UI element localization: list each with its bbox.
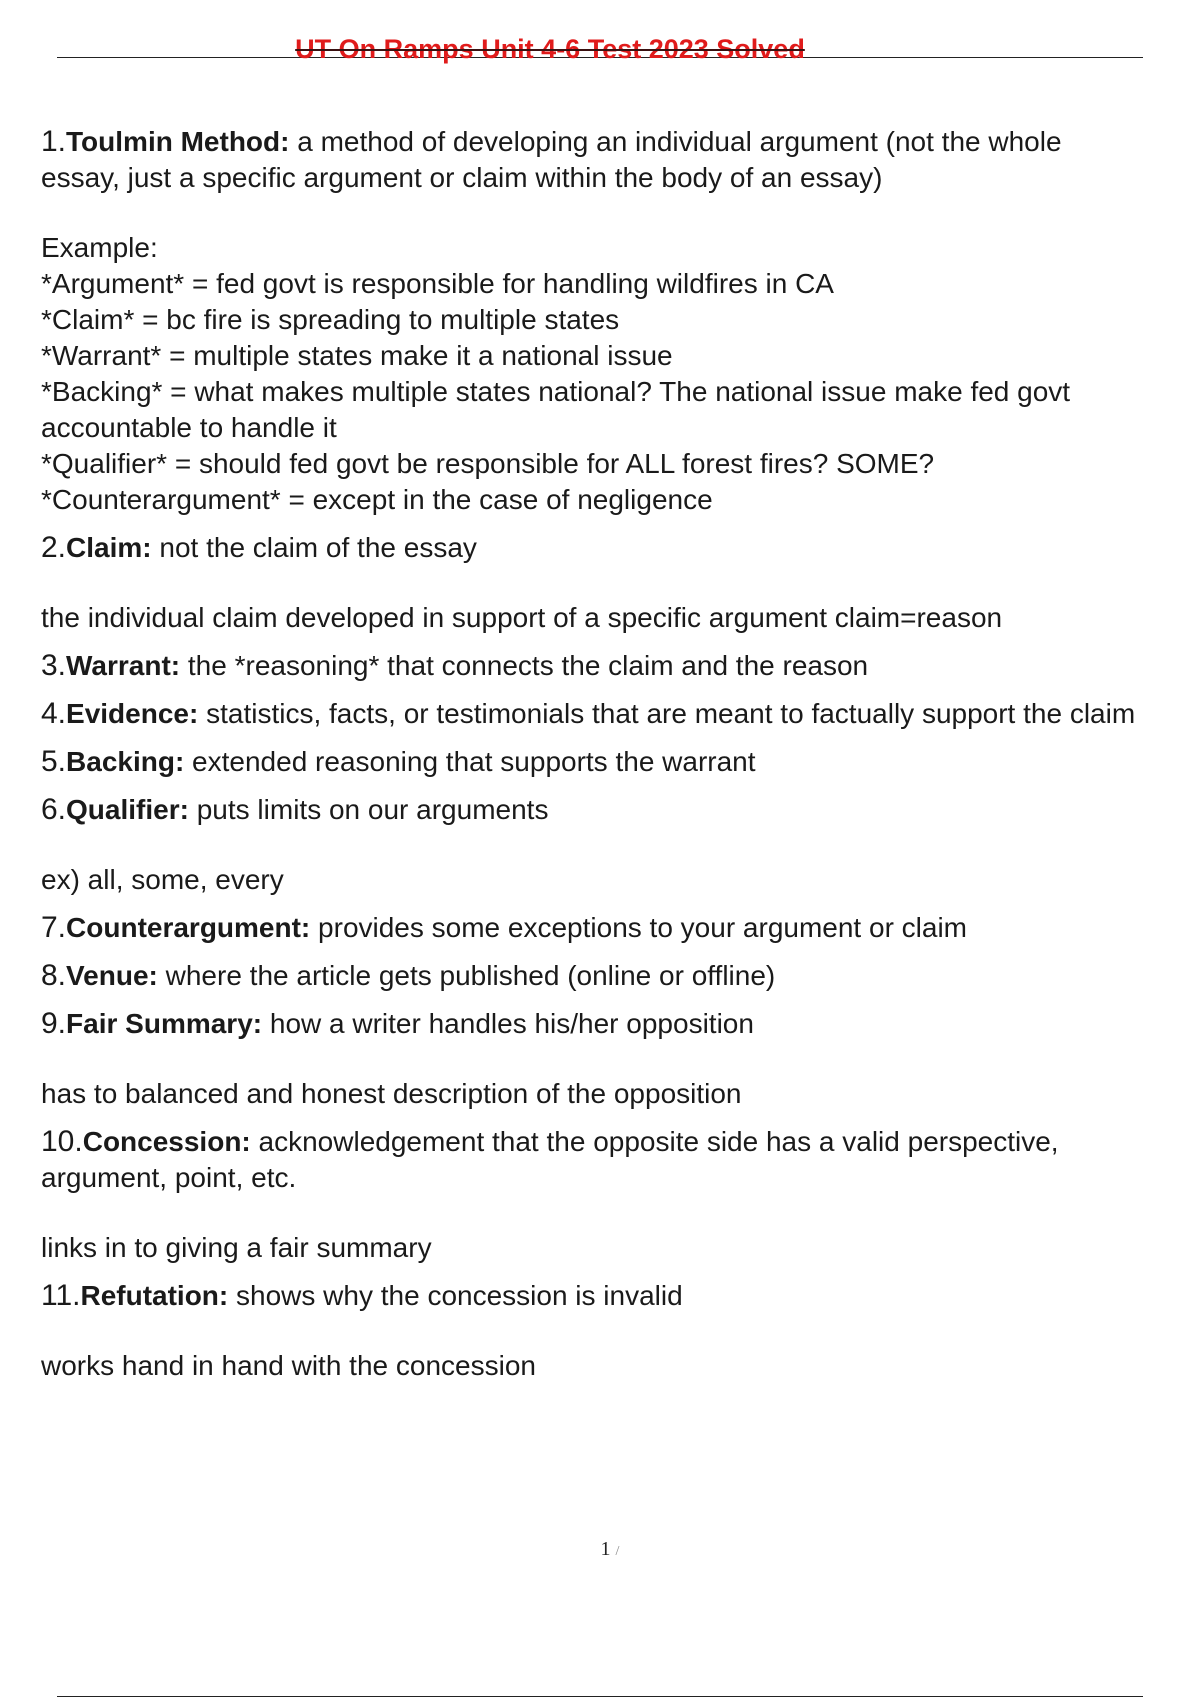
term-qualifier: 6.Qualifier: puts limits on our arguments <box>41 793 549 826</box>
term-backing: 5.Backing: extended reasoning that supports the warrant <box>41 745 756 778</box>
example-line: *Qualifier* = should fed govt be responsible for ALL forest fires? SOME? <box>41 448 935 479</box>
example-block <box>41 230 1146 518</box>
term-concession: 10.Concession: acknowledgement that the opposite side has a valid perspective, argument, point, etc. <box>41 1125 1059 1193</box>
term-counterargument: 7.Counterargument: provides some exceptions to your argument or claim <box>41 911 968 944</box>
note-claim: the individual claim developed in support of a specific argument claim=reason <box>41 602 1003 633</box>
term-fair-summary: 9.Fair Summary: how a writer handles his/her opposition <box>41 1007 754 1040</box>
example-line: *Counterargument* = except in the case of negligence <box>41 484 713 515</box>
example-line: *Argument* = fed govt is responsible for handling wildfires in CA <box>41 268 834 299</box>
note-qualifier: ex) all, some, every <box>41 864 284 895</box>
page-number: 1 / <box>600 1538 620 1560</box>
note-concession: links in to giving a fair summary <box>41 1232 432 1263</box>
term-claim: 2.Claim: not the claim of the essay <box>41 531 477 564</box>
example-line: *Claim* = bc fire is spreading to multiple states <box>41 304 620 335</box>
term-venue: 8.Venue: where the article gets published (online or offline) <box>41 959 776 992</box>
document-body <box>41 124 1146 1384</box>
note-fair-summary: has to balanced and honest description of the opposition <box>41 1078 742 1109</box>
term-refutation: 11.Refutation: shows why the concession is invalid <box>41 1279 683 1312</box>
term-toulmin-method: 1.Toulmin Method: a method of developing an individual argument (not the whole essay, just a specific argument or claim within the body of an essay) <box>41 125 1062 193</box>
term-evidence: 4.Evidence: statistics, facts, or testimonials that are meant to factually support the claim <box>41 697 1136 730</box>
footer-rule <box>57 1696 1143 1697</box>
example-line: *Warrant* = multiple states make it a national issue <box>41 340 673 371</box>
document-title: UT On Ramps Unit 4-6 Test 2023 Solved <box>295 34 805 64</box>
term-warrant: 3.Warrant: the *reasoning* that connects the claim and the reason <box>41 649 869 682</box>
example-line: *Backing* = what makes multiple states national? The national issue make fed govt accountable to handle it <box>41 376 1071 443</box>
example-label: Example: <box>41 232 158 263</box>
note-refutation: works hand in hand with the concession <box>41 1350 536 1381</box>
